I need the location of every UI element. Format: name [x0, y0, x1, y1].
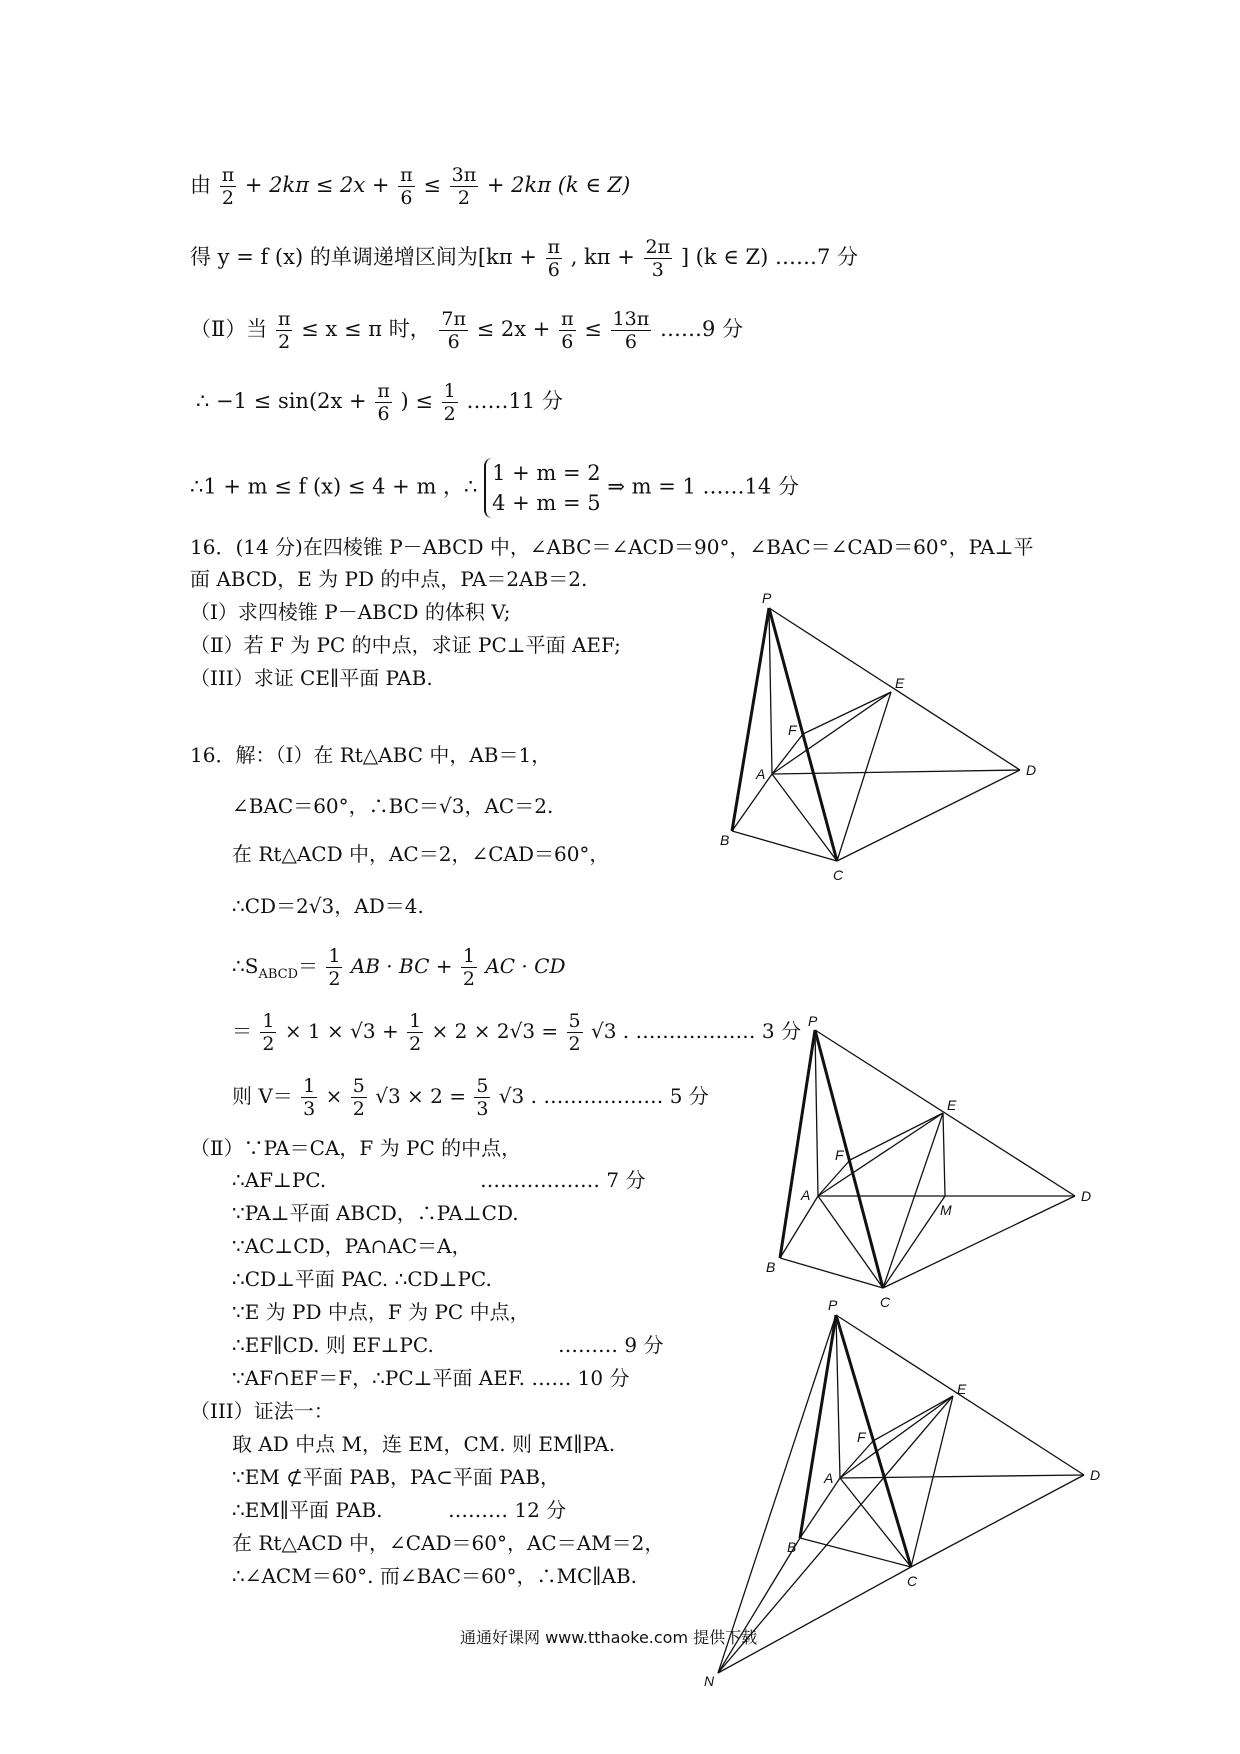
problem16-q3: （III）求证 CE∥平面 PAB. — [190, 666, 433, 690]
text: ＝ — [298, 954, 318, 978]
edge-CM — [883, 1196, 945, 1288]
edge-BC — [800, 1538, 911, 1567]
math-text: ≤ — [423, 173, 441, 197]
edge-PA — [769, 608, 772, 774]
label-A: A — [824, 1470, 834, 1486]
fraction: $\frac{1}{2}$ — [462, 945, 475, 990]
text: 由 — [190, 173, 211, 197]
equation: 4 + m = 5 — [492, 491, 601, 515]
edge-AD — [840, 1475, 1084, 1478]
sol16-s17: 取 AD 中点 M，连 EM，CM. 则 EM∥PA. — [232, 1432, 616, 1456]
math-text: ……9 分 — [659, 317, 743, 341]
label-E: E — [947, 1097, 957, 1113]
label-P: P — [808, 1013, 818, 1029]
equation: 1 + m = 2 — [492, 461, 601, 485]
sol16-s19: ∴EM∥平面 PAB. — [232, 1498, 383, 1522]
label-C: C — [833, 867, 844, 883]
fraction: $\frac{5}{2}$ — [568, 1010, 581, 1055]
problem16-line1: 16．(14 分)在四棱锥 P－ABCD 中，∠ABC＝∠ACD＝90°，∠BAC＝∠CAD＝60°，PA⊥平 — [190, 535, 1034, 559]
score-marker: ……………… 3 分 — [635, 1019, 801, 1043]
label-F: F — [788, 722, 797, 738]
edge-EF — [873, 1396, 953, 1441]
sol16-s8: （Ⅱ）∵PA＝CA，F 为 PC 的中点， — [190, 1136, 522, 1160]
subscript: ABCD — [258, 967, 298, 982]
label-P: P — [828, 1297, 838, 1313]
edge-PB — [732, 608, 769, 831]
sol16-s16: （III）证法一： — [190, 1399, 334, 1423]
footer-text: 通通好课网 www.tthaoke.com 提供下载 — [460, 1628, 758, 1647]
fraction: $\frac{13\pi}{6}$ — [612, 308, 650, 353]
edge-PA — [815, 1030, 818, 1196]
edge-EM — [943, 1113, 945, 1196]
edge-PB — [780, 1030, 815, 1258]
edge-PB — [800, 1315, 836, 1538]
edge-PN — [718, 1315, 836, 1673]
label-P: P — [762, 590, 772, 606]
sol16-s2: ∠BAC＝60°，∴BC＝√3，AC＝2. — [232, 794, 554, 818]
edge-AC — [840, 1478, 911, 1567]
pyramid-figure-3 — [700, 1297, 1120, 1690]
sol15-line2 — [190, 236, 858, 281]
text: 得 y = f (x) 的单调递增区间为[kπ + — [190, 245, 537, 269]
label-B: B — [720, 832, 730, 848]
math-text: √3 . — [498, 1084, 537, 1108]
label-E: E — [895, 675, 905, 691]
sol15-line4 — [196, 380, 563, 425]
sol16-s10: ∵PA⊥平面 ABCD，∴PA⊥CD. — [232, 1201, 519, 1225]
problem16-q1: （Ⅰ）求四棱锥 P－ABCD 的体积 V; — [190, 600, 511, 624]
label-B: B — [787, 1539, 797, 1555]
label-A: A — [801, 1187, 811, 1203]
sol15-line5 — [190, 458, 799, 518]
edge-EF — [803, 692, 891, 734]
edge-EC — [837, 692, 891, 861]
score-marker: ……………… 5 分 — [543, 1084, 709, 1108]
math-text: √3 . — [590, 1019, 630, 1043]
edge-CD — [883, 1196, 1075, 1288]
text: ＝ — [232, 1019, 252, 1043]
math-text: ∴ −1 ≤ sin(2x + — [196, 389, 367, 413]
math-text: AC · CD — [485, 954, 566, 978]
sol16-s21: ∴∠ACM＝60°. 而∠BAC＝60°，∴MC∥AB. — [232, 1564, 638, 1588]
fraction: $\frac{\pi}{6}$ — [561, 308, 574, 353]
edge-BC — [732, 831, 837, 861]
text: 则 V＝ — [232, 1084, 293, 1108]
sol16-s14-score: ……… 9 分 — [558, 1333, 664, 1357]
math-text: × — [325, 1084, 343, 1108]
math-text: ……11 分 — [466, 389, 563, 413]
sol16-s14: ∴EF∥CD. 则 EF⊥PC. — [232, 1333, 434, 1357]
fraction: $\frac{\pi}{6}$ — [377, 380, 390, 425]
sol16-s12: ∴CD⊥平面 PAC. ∴CD⊥PC. — [232, 1267, 492, 1291]
math-text: + 2kπ ≤ 2x + — [244, 173, 390, 197]
sol15-line3 — [190, 308, 743, 353]
edge-AC — [818, 1196, 883, 1288]
fraction: $\frac{1}{2}$ — [409, 1010, 422, 1055]
edge-CD — [837, 770, 1020, 861]
sol16-s1: 16．解：（Ⅰ）在 Rt△ABC 中，AB＝1， — [190, 743, 552, 767]
problem16-line2: 面 ABCD，E 为 PD 的中点，PA＝2AB＝2. — [190, 567, 588, 591]
sol16-s5 — [232, 945, 565, 990]
sol16-s7 — [232, 1075, 709, 1120]
fraction: $\frac{\pi}{2}$ — [221, 164, 235, 209]
edge-PA — [836, 1315, 840, 1478]
label-N: N — [704, 1673, 715, 1689]
label-B: B — [766, 1259, 776, 1275]
label-F: F — [835, 1147, 844, 1163]
label-D: D — [1090, 1467, 1101, 1483]
sol16-s20: 在 Rt△ACD 中，∠CAD＝60°，AC＝AM＝2， — [232, 1531, 665, 1555]
label-M: M — [940, 1202, 952, 1218]
pyramid-figure-1 — [720, 590, 1050, 890]
fraction: $\frac{2\pi}{3}$ — [645, 236, 671, 281]
label-D: D — [1081, 1188, 1092, 1204]
pyramid-figure-2 — [765, 1013, 1095, 1315]
math-text: ) ≤ — [400, 389, 433, 413]
fraction: $\frac{3\pi}{2}$ — [451, 164, 477, 209]
edge-BN — [718, 1538, 800, 1673]
edge-AC — [772, 774, 837, 861]
math-text: ⇒ m = 1 ……14 分 — [607, 474, 799, 499]
math-text: × 1 × √3 + — [284, 1019, 399, 1043]
edge-AD — [772, 770, 1020, 774]
fraction: $\frac{5}{2}$ — [352, 1075, 365, 1120]
label-F: F — [857, 1429, 866, 1445]
math-text: ∴1 + m ≤ f (x) ≤ 4 + m ，∴ — [190, 474, 478, 499]
text: ∴S — [232, 954, 259, 978]
label-D: D — [1026, 762, 1037, 778]
fraction: $\frac{1}{2}$ — [443, 380, 456, 425]
fraction: $\frac{1}{3}$ — [303, 1075, 316, 1120]
sol16-s4: ∴CD＝2√3，AD＝4. — [232, 894, 424, 918]
math-text: ] (k ∈ Z) ……7 分 — [680, 245, 858, 269]
fraction: $\frac{1}{2}$ — [262, 1010, 275, 1055]
math-text: AB · BC + — [350, 954, 453, 978]
edge-AF — [840, 1441, 873, 1478]
sol16-s19-score: ……… 12 分 — [448, 1498, 567, 1522]
math-text: ≤ x ≤ π 时， — [301, 317, 431, 341]
math-text: ≤ — [584, 317, 602, 341]
math-text: ≤ 2x + — [476, 317, 551, 341]
fraction: $\frac{5}{3}$ — [476, 1075, 489, 1120]
edge-BC — [780, 1258, 883, 1288]
math-text: √3 × 2 = — [375, 1084, 466, 1108]
label-A: A — [756, 766, 766, 782]
sol15-line1 — [190, 164, 630, 209]
sol16-s3: 在 Rt△ACD 中，AC＝2，∠CAD＝60°， — [232, 842, 610, 866]
fraction: $\frac{1}{2}$ — [328, 945, 341, 990]
label-C: C — [880, 1294, 891, 1310]
fraction: $\frac{\pi}{6}$ — [547, 236, 561, 281]
sol16-s9-score: ……………… 7 分 — [480, 1168, 646, 1192]
sol16-s11: ∵AC⊥CD，PA∩AC＝A， — [232, 1234, 472, 1258]
sol16-s15: ∵AF∩EF＝F，∴PC⊥平面 AEF. …… 10 分 — [232, 1366, 630, 1390]
fraction: $\frac{\pi}{6}$ — [400, 164, 413, 209]
edge-AF — [772, 734, 803, 774]
sol16-s6 — [232, 1010, 801, 1055]
edge-CN — [718, 1567, 911, 1673]
label-C: C — [907, 1573, 918, 1589]
problem16-q2: （Ⅱ）若 F 为 PC 的中点，求证 PC⊥平面 AEF; — [190, 633, 621, 657]
math-text: , kπ + — [570, 245, 635, 269]
label-E: E — [957, 1381, 967, 1397]
text: （Ⅱ）当 — [190, 317, 268, 341]
sol16-s13: ∵E 为 PD 中点，F 为 PC 中点， — [232, 1300, 530, 1324]
sol16-s9: ∴AF⊥PC. — [232, 1168, 327, 1192]
fraction: $\frac{\pi}{2}$ — [277, 308, 291, 353]
equation-system — [484, 458, 601, 518]
edge-CD — [911, 1475, 1084, 1567]
fraction: $\frac{7\pi}{6}$ — [441, 308, 466, 353]
sol16-s18: ∵EM ⊄平面 PAB，PA⊂平面 PAB， — [232, 1465, 560, 1489]
math-text: × 2 × 2√3 = — [431, 1019, 559, 1043]
math-text: + 2kπ (k ∈ Z) — [486, 173, 631, 197]
